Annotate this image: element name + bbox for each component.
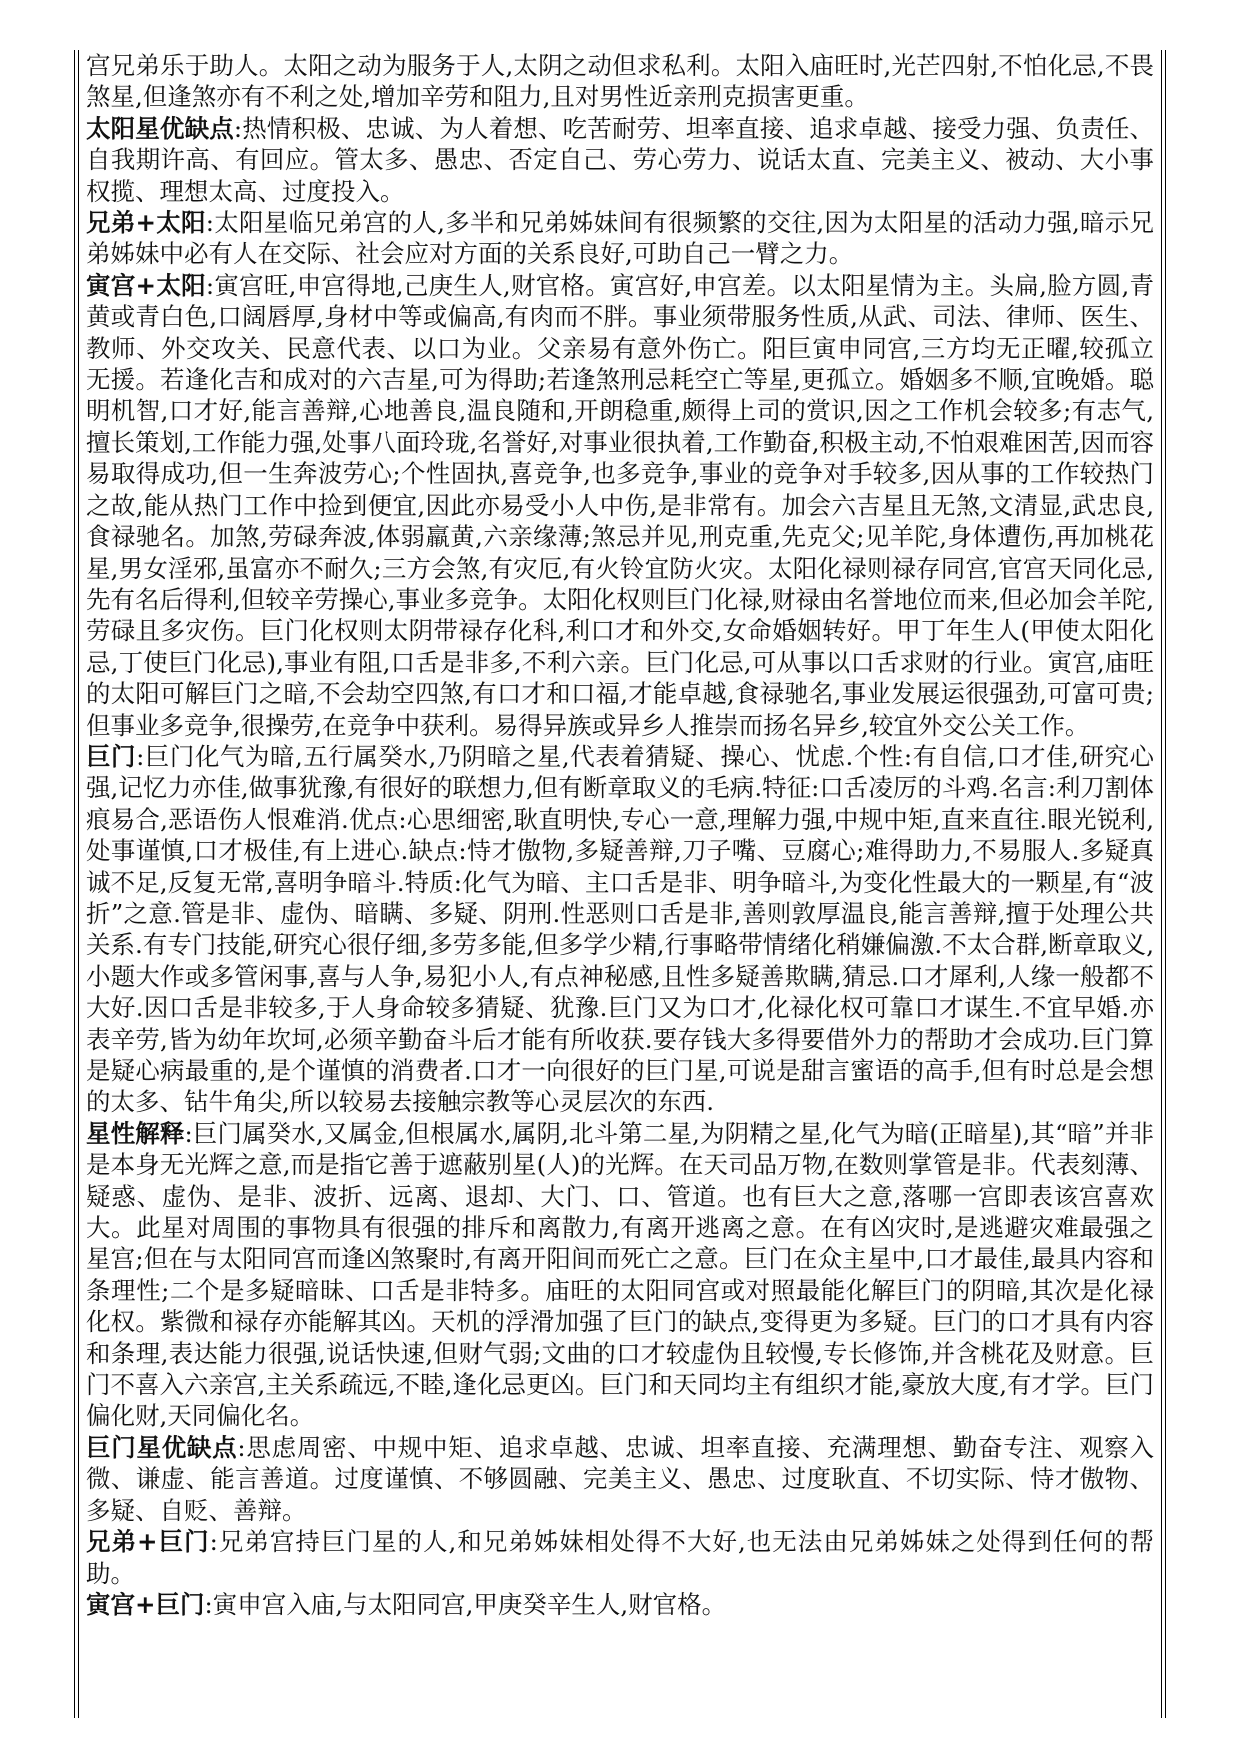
paragraph-text: :寅宫旺,申宫得地,己庚生人,财官格。寅宫好,申宫差。以太阳星情为主。头扁,脸方圆,青黄或青白色,口阔唇厚,身材中等或偏高,有肉而不胖。事业须带服务性质,从武、司法、律师、医生、教师、外交攻关、民意代表、以口为业。父亲易有意外伤亡。阳巨寅申同宫,三方均无正曜,较孤立无援。若逢化吉和成对的六吉星,可为得助;若逢煞刑忌耗空亡等星,更孤立。婚姻多不顺,宜晚婚。聪明机智,口才好,能言善辩,心地善良,温良随和,开朗稳重,颇得上司的赏识,因之工作机会较多;有志气,擅长策划,工作能力强,处事八面玲珑,名誉好,对事业很执着,工作勤奋,积极主动,不怕艰难困苦,因而容易取得成功,但一生奔波劳心;个性固执,喜竞争,也多竞争,事业的竞争对手较多,因从事的工作较热门之故,能从热门工作中捡到便宜,因此亦易受小人中伤,是非常有。加会六吉星且无煞,文清显,武忠良,食禄驰名。加煞,劳碌奔波,体弱羸黄,六亲缘薄;煞忌并见,刑克重,先克父;见羊陀,身体遭伤,再加桃花星,男女淫邪,虽富亦不耐久;三方会煞,有灾厄,有火铃宜防火灾。太阳化禄则禄存同宫,官宫天同化忌,先有名后得利,但较辛劳操心,事业多竞争。太阳化权则巨门化禄,财禄由名誉地位而来,但必加会羊陀,劳碌且多灾伤。巨门化权则太阴带禄存化科,利口才和外交,女命婚姻转好。甲丁年生人(甲使太阳化忌,丁使巨门化忌),事业有阻,口舌是非多,不利六亲。巨门化忌,可从事以口舌求财的行业。寅宫,庙旺的太阳可解巨门之暗,不会劫空四煞,有口才和口福,才能卓越,食禄驰名,事业发展运很强劲,可富可贵;但事业多竞争,很操劳,在竞争中获利。易得异族或异乡人推崇而扬名异乡,较宜外交公关工作。 bbox=[86, 270, 1154, 740]
frame-rule-left-inner bbox=[78, 50, 79, 1718]
paragraph-heading: 太阳星优缺点 bbox=[86, 113, 234, 143]
paragraph-intro bbox=[86, 50, 1154, 113]
paragraph-heading: 寅宫+巨门 bbox=[86, 1589, 205, 1619]
document-body bbox=[86, 50, 1154, 1620]
paragraph-text: :太阳星临兄弟宫的人,多半和兄弟姊妹间有很频繁的交往,因为太阳星的活动力强,暗示兄弟姊妹中必有人在交际、社会应对方面的关系良好,可助自己一臂之力。 bbox=[86, 208, 1154, 269]
frame-rule-right-inner bbox=[1161, 50, 1162, 1718]
paragraph-text: :寅申宫入庙,与太阳同宫,甲庚癸辛生人,财官格。 bbox=[204, 1589, 727, 1619]
paragraph-text: :热情积极、忠诚、为人着想、吃苦耐劳、坦率直接、追求卓越、接受力强、负责任、自我期许高、有回应。管太多、愚忠、否定自己、劳心劳力、说话太直、完美主义、被动、大小事权揽、理想太高、过度投入。 bbox=[86, 113, 1154, 206]
paragraph-text: :思虑周密、中规中矩、追求卓越、忠诚、坦率直接、充满理想、勤奋专注、观察入微、谦虚、能言善道。过度谨慎、不够圆融、完美主义、愚忠、过度耿直、不切实际、恃才傲物、多疑、自贬、善辩。 bbox=[86, 1432, 1154, 1525]
paragraph-heading: 巨门 bbox=[86, 741, 137, 771]
paragraph-heading: 星性解释 bbox=[86, 1118, 185, 1148]
paragraph-text: :巨门属癸水,又属金,但根属水,属阴,北斗第二星,为阴精之星,化气为暗(正暗星),其“暗”并非是本身无光辉之意,而是指它善于遮蔽别星(人)的光辉。在天司品万物,在数则掌管是非。代表刻薄、疑惑、虚伪、是非、波折、远离、退却、大门、口、管道。也有巨大之意,落哪一宫即表该宫喜欢大。此星对周围的事物具有很强的排斥和离散力,有离开逃离之意。在有凶灾时,是逃避灾难最强之星宫;但在与太阳同宫而逢凶煞聚时,有离开阳间而死亡之意。巨门在众主星中,口才最佳,最具内容和条理性;二个是多疑暗昧、口舌是非特多。庙旺的太阳同宫或对照最能化解巨门的阴暗,其次是化禄化权。紫微和禄存亦能解其凶。天机的浮滑加强了巨门的缺点,变得更为多疑。巨门的口才具有内容和条理,表达能力很强,说话快速,但财气弱;文曲的口才较虚伪且较慢,专长修饰,并含桃花及财意。巨门不喜入六亲宫,主关系疏远,不睦,逢化忌更凶。巨门和天同均主有组织才能,豪放大度,有才学。巨门偏化财,天同偏化名。 bbox=[86, 1118, 1155, 1431]
paragraph-text: 宫兄弟乐于助人。太阳之动为服务于人,太阴之动但求私利。太阳入庙旺时,光芒四射,不怕化忌,不畏煞星,但逢煞亦有不利之处,增加辛劳和阻力,且对男性近亲刑克损害更重。 bbox=[86, 51, 1154, 112]
paragraph-jumen bbox=[86, 741, 1154, 1118]
frame-rule-left-outer bbox=[74, 50, 75, 1718]
page-frame bbox=[74, 50, 1166, 1718]
paragraph-heading: 兄弟+太阳 bbox=[86, 208, 206, 238]
paragraph-siblings-jumen bbox=[86, 1526, 1154, 1589]
paragraph-text: :巨门化气为暗,五行属癸水,乃阴暗之星,代表着猜疑、操心、忧虑.个性:有自信,口才佳,研究心强,记忆力亦佳,做事犹豫,有很好的联想力,但有断章取义的毛病.特征:口舌凌厉的斗鸡.名言:利刀割体痕易合,恶语伤人恨难消.优点:心思细密,耿直明快,专心一意,理解力强,中规中矩,直来直往.眼光锐利,处事谨慎,口才极佳,有上进心.缺点:恃才傲物,多疑善辩,刀子嘴、豆腐心;难得助力,不易服人.多疑真诚不足,反复无常,喜明争暗斗.特质:化气为暗、主口舌是非、明争暗斗,为变化性最大的一颗星,有“波折”之意.管是非、虚伪、暗瞒、多疑、阴刑.性恶则口舌是非,善则敦厚温良,能言善辩,擅于处理公共关系.有专门技能,研究心很仔细,多劳多能,但多学少精,行事略带情绪化稍嫌偏激.不太合群,断章取义,小题大作或多管闲事,喜与人争,易犯小人,有点神秘感,且性多疑善欺瞒,猜忌.口才犀利,人缘一般都不大好.因口舌是非较多,于人身命较多猜疑、犹豫.巨门又为口才,化禄化权可靠口才谋生.不宜早婚.亦表辛劳,皆为幼年坎坷,必须辛勤奋斗后才能有所收获.要存钱大多得要借外力的帮助才会成功.巨门算是疑心病最重的,是个谨慎的消费者.口才一向很好的巨门星,可说是甜言蜜语的高手,但有时总是会想的太多、钻牛角尖,所以较易去接触宗教等心灵层次的东西. bbox=[86, 741, 1155, 1117]
paragraph-text: :兄弟宫持巨门星的人,和兄弟姊妹相处得不大好,也无法由兄弟姊妹之处得到任何的帮助。 bbox=[86, 1527, 1155, 1588]
paragraph-yin-taiyang bbox=[86, 270, 1154, 741]
paragraph-heading: 兄弟+巨门 bbox=[86, 1527, 210, 1557]
paragraph-siblings-taiyang bbox=[86, 207, 1154, 270]
frame-rule-right-outer bbox=[1165, 50, 1166, 1718]
paragraph-jumen-traits bbox=[86, 1432, 1154, 1526]
paragraph-heading: 寅宫+太阳 bbox=[86, 270, 206, 300]
paragraph-heading: 巨门星优缺点 bbox=[86, 1432, 238, 1462]
paragraph-star-explanation bbox=[86, 1118, 1154, 1432]
paragraph-yin-jumen bbox=[86, 1589, 1154, 1620]
paragraph-taiyang-traits bbox=[86, 113, 1154, 207]
